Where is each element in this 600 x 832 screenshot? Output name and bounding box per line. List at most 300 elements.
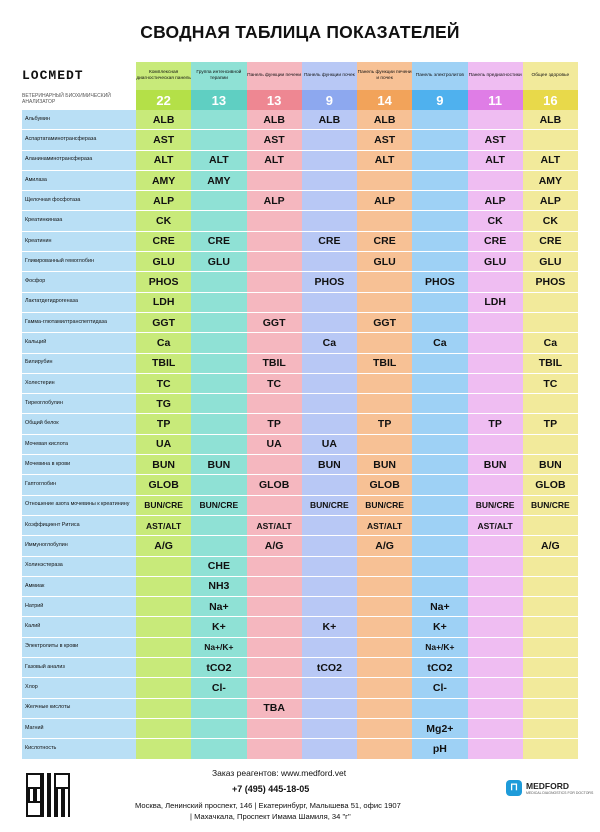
table-cell: A/G bbox=[357, 536, 412, 556]
row-label: Фосфор bbox=[22, 272, 136, 292]
table-cell bbox=[191, 739, 246, 759]
table-cell bbox=[136, 597, 191, 617]
table-cell bbox=[191, 434, 246, 454]
table-row bbox=[22, 556, 578, 576]
table-cell: GGT bbox=[247, 312, 302, 332]
table-cell: TG bbox=[136, 394, 191, 414]
table-cell: AST/ALT bbox=[247, 515, 302, 535]
table-cell bbox=[302, 150, 357, 170]
table-row bbox=[22, 637, 578, 657]
table-cell: GGT bbox=[136, 312, 191, 332]
table-row bbox=[22, 495, 578, 515]
table-cell bbox=[412, 312, 467, 332]
table-cell bbox=[136, 678, 191, 698]
table-row bbox=[22, 150, 578, 170]
table-cell: ALT bbox=[191, 150, 246, 170]
table-cell bbox=[523, 739, 578, 759]
table-cell bbox=[302, 130, 357, 150]
table-cell bbox=[302, 170, 357, 190]
row-label: Гликированный гемоглобин bbox=[22, 252, 136, 272]
table-cell: PHOS bbox=[302, 272, 357, 292]
table-row bbox=[22, 434, 578, 454]
address-line-1: Москва, Ленинский проспект, 146 | Екатеринбург, Малышева 51, офис 1907 bbox=[135, 801, 401, 810]
table-cell bbox=[247, 617, 302, 637]
table-cell bbox=[523, 434, 578, 454]
table-cell: LDH bbox=[136, 292, 191, 312]
table-cell: BUN/CRE bbox=[357, 495, 412, 515]
table-cell: CHE bbox=[191, 556, 246, 576]
table-cell bbox=[247, 718, 302, 738]
table-cell bbox=[468, 637, 523, 657]
table-cell: K+ bbox=[191, 617, 246, 637]
table-cell bbox=[412, 698, 467, 718]
row-label: Билирубин bbox=[22, 353, 136, 373]
table-cell bbox=[191, 292, 246, 312]
table-cell: GLU bbox=[357, 252, 412, 272]
table-cell bbox=[191, 272, 246, 292]
table-cell: AMY bbox=[136, 170, 191, 190]
table-cell bbox=[412, 576, 467, 596]
order-line: Заказ реагентов: www.medford.vet bbox=[212, 768, 347, 778]
table-cell: ALP bbox=[468, 191, 523, 211]
table-cell bbox=[302, 718, 357, 738]
table-row bbox=[22, 130, 578, 150]
table-cell bbox=[412, 252, 467, 272]
table-cell: TP bbox=[136, 414, 191, 434]
row-label: Тиреоглобулин bbox=[22, 394, 136, 414]
table-cell bbox=[523, 515, 578, 535]
table-cell: CRE bbox=[468, 231, 523, 251]
table-cell: tCO2 bbox=[412, 658, 467, 678]
table-cell bbox=[302, 373, 357, 393]
table-cell bbox=[412, 394, 467, 414]
row-label: Хлор bbox=[22, 678, 136, 698]
table-cell bbox=[412, 475, 467, 495]
table-cell: TBIL bbox=[523, 353, 578, 373]
table-cell bbox=[357, 211, 412, 231]
row-label: Гамма-глютамилтранспептидаза bbox=[22, 312, 136, 332]
table-cell bbox=[468, 556, 523, 576]
table-cell bbox=[357, 637, 412, 657]
table-cell: BUN bbox=[136, 455, 191, 475]
table-cell: Cl- bbox=[412, 678, 467, 698]
panel-header: Общее здоровье bbox=[523, 62, 578, 90]
table-cell: TP bbox=[247, 414, 302, 434]
table-cell bbox=[468, 312, 523, 332]
table-cell bbox=[191, 211, 246, 231]
table-cell bbox=[523, 292, 578, 312]
table-cell bbox=[247, 231, 302, 251]
row-label: Аммиак bbox=[22, 576, 136, 596]
table-cell: Na+ bbox=[412, 597, 467, 617]
table-cell bbox=[247, 394, 302, 414]
panel-count: 13 bbox=[247, 90, 302, 110]
table-cell bbox=[357, 698, 412, 718]
table-cell: BUN bbox=[523, 455, 578, 475]
table-cell: UA bbox=[247, 434, 302, 454]
row-label: Газовый анализ bbox=[22, 658, 136, 678]
table-cell: A/G bbox=[136, 536, 191, 556]
table-cell bbox=[247, 658, 302, 678]
table-cell: CK bbox=[468, 211, 523, 231]
medford-icon: ⊓ bbox=[506, 780, 522, 796]
table-cell bbox=[523, 130, 578, 150]
table-cell bbox=[136, 739, 191, 759]
table-cell: BUN/CRE bbox=[191, 495, 246, 515]
table-cell bbox=[357, 597, 412, 617]
table-cell bbox=[412, 455, 467, 475]
table-cell bbox=[247, 455, 302, 475]
table-row bbox=[22, 698, 578, 718]
table-cell: Na+/K+ bbox=[412, 637, 467, 657]
table-cell bbox=[412, 231, 467, 251]
table-cell bbox=[468, 394, 523, 414]
table-cell bbox=[357, 617, 412, 637]
table-cell bbox=[468, 678, 523, 698]
table-cell bbox=[302, 312, 357, 332]
table-row bbox=[22, 373, 578, 393]
table-row bbox=[22, 718, 578, 738]
table-cell: GLOB bbox=[357, 475, 412, 495]
table-cell bbox=[468, 597, 523, 617]
table-cell bbox=[136, 576, 191, 596]
table-cell: BUN/CRE bbox=[136, 495, 191, 515]
panel-count-row bbox=[22, 90, 578, 110]
company-logo bbox=[506, 780, 593, 796]
table-cell: CK bbox=[136, 211, 191, 231]
table-cell bbox=[412, 434, 467, 454]
table-cell bbox=[412, 211, 467, 231]
table-row bbox=[22, 617, 578, 637]
table-cell bbox=[357, 272, 412, 292]
table-cell bbox=[302, 211, 357, 231]
table-cell bbox=[357, 556, 412, 576]
row-label: Аспартатаминотрансфераза bbox=[22, 130, 136, 150]
table-cell bbox=[357, 170, 412, 190]
row-label: Магний bbox=[22, 718, 136, 738]
table-cell: ALB bbox=[523, 110, 578, 130]
table-cell bbox=[412, 110, 467, 130]
row-label: Калий bbox=[22, 617, 136, 637]
table-cell: GLU bbox=[523, 252, 578, 272]
table-cell bbox=[357, 292, 412, 312]
table-cell bbox=[302, 353, 357, 373]
table-cell bbox=[523, 637, 578, 657]
table-cell bbox=[357, 333, 412, 353]
table-cell bbox=[357, 576, 412, 596]
table-cell bbox=[191, 373, 246, 393]
table-cell: TC bbox=[136, 373, 191, 393]
table-cell bbox=[302, 292, 357, 312]
table-cell: TP bbox=[523, 414, 578, 434]
table-row bbox=[22, 110, 578, 130]
table-cell: TC bbox=[247, 373, 302, 393]
table-cell bbox=[191, 414, 246, 434]
table-cell: ALT bbox=[136, 150, 191, 170]
table-cell bbox=[191, 718, 246, 738]
row-label: Холестерин bbox=[22, 373, 136, 393]
table-cell bbox=[191, 191, 246, 211]
table-cell bbox=[412, 292, 467, 312]
panel-count: 16 bbox=[523, 90, 578, 110]
table-cell bbox=[523, 394, 578, 414]
row-label: Альбумин bbox=[22, 110, 136, 130]
table-cell bbox=[357, 718, 412, 738]
table-cell: Ca bbox=[136, 333, 191, 353]
table-cell: Ca bbox=[523, 333, 578, 353]
address-line-2: | Махачкала, Проспект Имама Шамиля, 34 "г" bbox=[190, 812, 351, 821]
table-cell bbox=[302, 252, 357, 272]
table-cell: GLU bbox=[136, 252, 191, 272]
table-cell: Na+/K+ bbox=[191, 637, 246, 657]
table-cell bbox=[136, 637, 191, 657]
table-cell bbox=[468, 739, 523, 759]
table-cell bbox=[357, 434, 412, 454]
table-cell bbox=[357, 394, 412, 414]
table-cell: ALP bbox=[523, 191, 578, 211]
table-cell bbox=[468, 434, 523, 454]
table-cell bbox=[302, 394, 357, 414]
table-cell bbox=[247, 333, 302, 353]
table-row bbox=[22, 272, 578, 292]
panel-header: Панель функции почек bbox=[302, 62, 357, 90]
table-cell: GLOB bbox=[523, 475, 578, 495]
table-cell bbox=[247, 211, 302, 231]
table-cell bbox=[247, 678, 302, 698]
table-cell: CRE bbox=[523, 231, 578, 251]
company-tagline: MEDICAL DIAGNOSTICS FOR DOCTORS bbox=[526, 791, 594, 795]
table-cell: BUN bbox=[302, 455, 357, 475]
table-row bbox=[22, 536, 578, 556]
row-label: Аланинаминотрансфераза bbox=[22, 150, 136, 170]
table-cell bbox=[191, 698, 246, 718]
table-cell bbox=[136, 556, 191, 576]
table-cell bbox=[412, 556, 467, 576]
phone-number: +7 (495) 445-18-05 bbox=[232, 784, 310, 794]
table-cell bbox=[302, 191, 357, 211]
table-cell bbox=[412, 191, 467, 211]
table-row bbox=[22, 191, 578, 211]
table-cell bbox=[468, 698, 523, 718]
table-row bbox=[22, 211, 578, 231]
table-cell bbox=[191, 353, 246, 373]
table-cell: CRE bbox=[191, 231, 246, 251]
table-row bbox=[22, 576, 578, 596]
table-cell: UA bbox=[302, 434, 357, 454]
table-cell: GLU bbox=[468, 252, 523, 272]
table-row bbox=[22, 353, 578, 373]
table-cell bbox=[523, 312, 578, 332]
table-cell bbox=[412, 515, 467, 535]
table-cell bbox=[357, 678, 412, 698]
table-row bbox=[22, 597, 578, 617]
table-cell: tCO2 bbox=[191, 658, 246, 678]
table-cell bbox=[136, 718, 191, 738]
table-cell bbox=[468, 617, 523, 637]
table-cell bbox=[247, 495, 302, 515]
table-cell bbox=[136, 617, 191, 637]
table-cell: A/G bbox=[247, 536, 302, 556]
row-label: Кальций bbox=[22, 333, 136, 353]
table-cell: BUN/CRE bbox=[468, 495, 523, 515]
table-cell: ALB bbox=[136, 110, 191, 130]
panel-header: Группа интенсивной терапии bbox=[191, 62, 246, 90]
table-cell bbox=[412, 414, 467, 434]
table-cell bbox=[247, 292, 302, 312]
count-corner bbox=[22, 90, 136, 110]
table-row bbox=[22, 475, 578, 495]
table-cell: CRE bbox=[357, 231, 412, 251]
table-cell: AMY bbox=[523, 170, 578, 190]
table-cell bbox=[412, 536, 467, 556]
table-cell: CK bbox=[523, 211, 578, 231]
table-cell: GLU bbox=[191, 252, 246, 272]
row-label: Иммуноглобулин bbox=[22, 536, 136, 556]
table-cell bbox=[302, 576, 357, 596]
table-cell bbox=[302, 597, 357, 617]
table-cell bbox=[468, 718, 523, 738]
row-label: Коэффициент Ритиса bbox=[22, 515, 136, 535]
row-label: Щелочная фосфотаза bbox=[22, 191, 136, 211]
brand-name: LOCMEDT bbox=[22, 68, 84, 83]
table-cell bbox=[412, 150, 467, 170]
table-cell bbox=[302, 698, 357, 718]
brand-subtitle: ВЕТЕРИНАРНЫЙ БИОХИМИЧЕСКИЙ АНАЛИЗАТОР bbox=[22, 93, 111, 105]
table-cell bbox=[247, 272, 302, 292]
table-cell bbox=[468, 110, 523, 130]
row-label: Желчные кислоты bbox=[22, 698, 136, 718]
table-row bbox=[22, 170, 578, 190]
table-cell bbox=[191, 130, 246, 150]
row-label: Креатинин bbox=[22, 231, 136, 251]
table-cell bbox=[247, 576, 302, 596]
table-cell: AST/ALT bbox=[357, 515, 412, 535]
table-cell: AMY bbox=[191, 170, 246, 190]
table-row bbox=[22, 739, 578, 759]
table-cell: NH3 bbox=[191, 576, 246, 596]
table-cell: ALT bbox=[523, 150, 578, 170]
table-cell bbox=[357, 739, 412, 759]
row-label: Натрий bbox=[22, 597, 136, 617]
table-cell bbox=[302, 637, 357, 657]
table-cell bbox=[412, 495, 467, 515]
table-cell bbox=[468, 333, 523, 353]
panel-header: Панель электролитов bbox=[412, 62, 467, 90]
table-cell bbox=[523, 556, 578, 576]
table-row bbox=[22, 312, 578, 332]
table-cell bbox=[412, 353, 467, 373]
table-cell: ALB bbox=[357, 110, 412, 130]
table-cell bbox=[468, 536, 523, 556]
table-row bbox=[22, 231, 578, 251]
row-label: Электролиты в крови bbox=[22, 637, 136, 657]
row-label: Отношение азота мочевины к креатинину bbox=[22, 495, 136, 515]
table-cell: CRE bbox=[136, 231, 191, 251]
table-cell: PHOS bbox=[412, 272, 467, 292]
table-cell bbox=[191, 110, 246, 130]
qr-code bbox=[26, 773, 70, 817]
table-cell bbox=[412, 170, 467, 190]
header-corner bbox=[22, 62, 136, 90]
table-cell: ALT bbox=[357, 150, 412, 170]
row-label: Холинэстераза bbox=[22, 556, 136, 576]
table-cell bbox=[302, 414, 357, 434]
table-cell bbox=[412, 373, 467, 393]
row-label: Мочевина в крови bbox=[22, 455, 136, 475]
table-cell: ALP bbox=[357, 191, 412, 211]
table-cell: Mg2+ bbox=[412, 718, 467, 738]
table-cell bbox=[468, 576, 523, 596]
table-cell: ALB bbox=[247, 110, 302, 130]
table-cell bbox=[468, 373, 523, 393]
panel-header: Панель предиагностики bbox=[468, 62, 523, 90]
table-cell: PHOS bbox=[136, 272, 191, 292]
table-cell bbox=[247, 556, 302, 576]
table-cell: AST bbox=[468, 130, 523, 150]
row-label: Кислотность bbox=[22, 739, 136, 759]
table-cell bbox=[523, 718, 578, 738]
table-cell bbox=[357, 658, 412, 678]
table-row bbox=[22, 414, 578, 434]
row-label: Общий белок bbox=[22, 414, 136, 434]
table-row bbox=[22, 252, 578, 272]
table-cell: LDH bbox=[468, 292, 523, 312]
row-label: Лактатдегидрогеназа bbox=[22, 292, 136, 312]
table-cell bbox=[302, 556, 357, 576]
table-cell: ALT bbox=[247, 150, 302, 170]
table-cell: UA bbox=[136, 434, 191, 454]
table-cell bbox=[191, 515, 246, 535]
table-cell: GLOB bbox=[136, 475, 191, 495]
row-label: Креатинкиназа bbox=[22, 211, 136, 231]
table-body bbox=[22, 110, 578, 759]
table-cell bbox=[468, 170, 523, 190]
table-cell: tCO2 bbox=[302, 658, 357, 678]
table-row bbox=[22, 455, 578, 475]
table-cell: GLOB bbox=[247, 475, 302, 495]
table-cell bbox=[523, 597, 578, 617]
table-cell: GGT bbox=[357, 312, 412, 332]
table-cell bbox=[412, 130, 467, 150]
row-label: Гаптоглобин bbox=[22, 475, 136, 495]
table-cell bbox=[191, 312, 246, 332]
panel-header-row bbox=[22, 62, 578, 90]
table-cell: ALT bbox=[468, 150, 523, 170]
table-cell bbox=[191, 333, 246, 353]
table-cell: A/G bbox=[523, 536, 578, 556]
table-cell: ALB bbox=[302, 110, 357, 130]
table-cell bbox=[302, 475, 357, 495]
table-cell bbox=[302, 739, 357, 759]
table-cell bbox=[302, 678, 357, 698]
table-cell: BUN/CRE bbox=[302, 495, 357, 515]
table-cell: BUN/CRE bbox=[523, 495, 578, 515]
panel-count: 9 bbox=[302, 90, 357, 110]
table-cell: TC bbox=[523, 373, 578, 393]
table-cell bbox=[468, 658, 523, 678]
table-cell: AST/ALT bbox=[468, 515, 523, 535]
table-cell bbox=[468, 272, 523, 292]
panel-count: 14 bbox=[357, 90, 412, 110]
table-cell bbox=[247, 597, 302, 617]
table-cell: ALP bbox=[136, 191, 191, 211]
table-row bbox=[22, 658, 578, 678]
table-cell: TP bbox=[468, 414, 523, 434]
table-cell bbox=[523, 658, 578, 678]
table-cell: AST bbox=[247, 130, 302, 150]
panel-count: 22 bbox=[136, 90, 191, 110]
table-cell: AST bbox=[136, 130, 191, 150]
